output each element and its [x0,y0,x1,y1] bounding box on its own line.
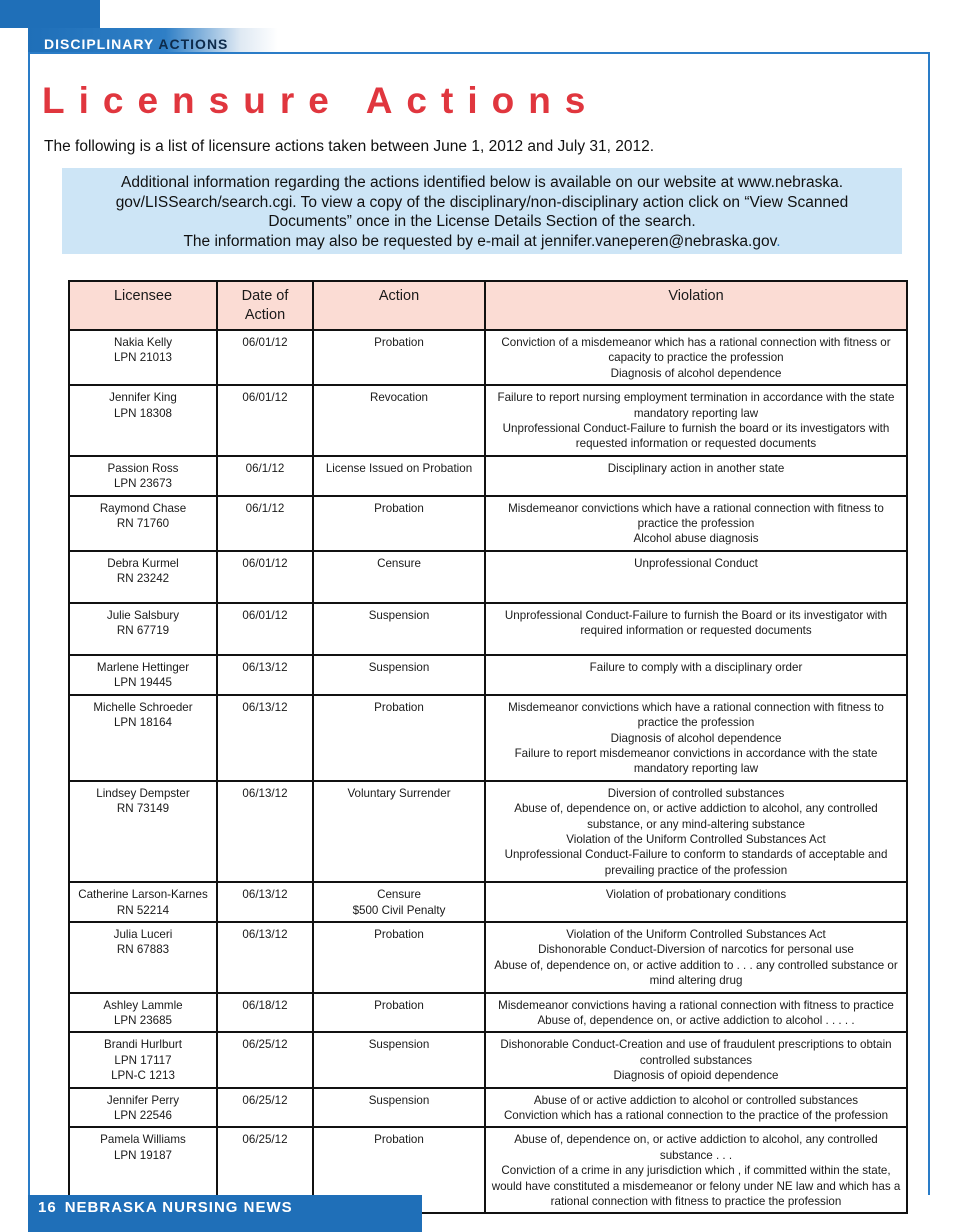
date-cell [217,603,313,655]
licensee-cell [69,330,217,385]
action-cell [313,1032,485,1087]
violation-cell-line: Conviction which has a rational connection to the practice of the profession [503,1109,889,1123]
date-cell [217,695,313,781]
date-cell-line: 06/13/12 [242,927,288,941]
table-row [69,603,907,655]
date-cell [217,1088,313,1128]
section-label-part1: DISCIPLINARY [44,36,155,52]
licensee-cell-line: Debra Kurmel [107,556,179,570]
date-cell [217,882,313,922]
licensee-cell-line: RN 67883 [116,943,170,957]
violation-cell [485,385,907,456]
violation-cell-line: Conviction of a misdemeanor which has a rational connection with fitness or capacity to practice the profession [501,336,891,365]
date-cell-line: 06/13/12 [242,700,288,714]
date-cell-line: 06/01/12 [242,336,288,349]
date-cell-line: 06/25/12 [242,1133,288,1147]
licensee-cell-line: Marlene Hettinger [96,660,190,674]
violation-cell-line: Unprofessional Conduct-Failure to furnish the board or its investigators with requested information or requested documents [502,422,890,451]
info-line [70,232,894,252]
violation-cell-line: Diagnosis of opioid dependence [613,1069,779,1083]
licensee-cell-line: LPN 23673 [113,477,172,491]
licensure-table-wrapper [68,280,906,1214]
info-line: gov/LISSearch/search.cgi. To view a copy of the disciplinary/non-disciplinary action click on “View Scanned [115,193,849,211]
table-row [69,781,907,882]
licensee-cell [69,781,217,882]
licensee-cell-line: Catherine Larson-Karnes [78,888,208,902]
licensee-cell-line: RN 23242 [116,572,170,586]
action-cell-line: Probation [374,927,424,941]
licensee-cell-line: Jennifer Perry [106,1093,180,1107]
licensee-cell [69,882,217,922]
column-header-date: Date of Action [217,281,313,330]
column-header-violation: Violation [485,281,907,330]
licensee-cell-line: Julie Salsbury [106,608,180,622]
date-cell [217,655,313,695]
header-color-block [0,0,100,28]
violation-cell-line: Misdemeanor convictions having a rational connection with fitness to practice [498,998,894,1012]
violation-cell-line: Abuse of, dependence on, or active addition to . . . any controlled substance or mind altering drug [494,958,898,988]
licensee-cell-line: Brandi Hurlburt [104,1038,182,1052]
date-cell-line: 06/01/12 [242,608,288,622]
section-label [44,36,228,52]
page-number: 16 [38,1199,57,1216]
date-cell-line: 06/25/12 [242,1038,288,1052]
action-cell-line: Probation [374,336,424,349]
action-cell [313,496,485,551]
licensee-cell [69,551,217,603]
date-cell [217,456,313,496]
violation-cell [485,1032,907,1087]
licensure-actions-table [68,280,908,1214]
violation-cell-line: Violation of the Uniform Controlled Substances Act [566,927,826,941]
violation-cell [485,922,907,993]
violation-cell-line: Unprofessional Conduct-Failure to conform to standards of acceptable and prevailing practice of the profession [504,848,888,877]
licensee-cell-line: Raymond Chase [99,501,187,515]
action-cell-line: Probation [374,501,424,515]
licensee-cell-line: RN 73149 [116,802,170,816]
violation-cell [485,456,907,496]
violation-cell [485,993,907,1033]
violation-cell [485,882,907,922]
date-cell-line: 06/13/12 [242,888,288,902]
action-cell-line: Censure [377,888,421,902]
violation-cell-line: Abuse of or active addiction to alcohol or controlled substances [533,1093,859,1107]
date-cell-line: 06/13/12 [242,786,288,800]
licensee-cell [69,695,217,781]
info-line-end: . [776,232,781,250]
licensee-cell-line: LPN 23685 [113,1014,172,1027]
action-cell-line: Probation [374,700,424,714]
action-cell [313,882,485,922]
violation-cell [485,551,907,603]
licensee-cell-line: Julia Luceri [113,927,173,941]
licensee-cell [69,655,217,695]
action-cell-line: Suspension [368,660,430,674]
licensee-cell [69,1088,217,1128]
licensee-cell [69,385,217,456]
licensee-cell [69,1032,217,1087]
intro-text: The following is a list of licensure actions taken between June 1, 2012 and July 31, 2012. [44,138,655,155]
table-row [69,551,907,603]
licensee-cell [69,993,217,1033]
licensee-cell-line: LPN 19187 [113,1148,172,1162]
table-header-row [69,281,907,330]
violation-cell-line: Abuse of, dependence on, or active addiction to alcohol, any controlled substance, or any mind-altering substance [514,802,878,831]
violation-cell [485,781,907,882]
action-cell [313,456,485,496]
violation-cell [485,496,907,551]
licensee-cell-line: LPN 17117 [114,1053,172,1067]
violation-cell [485,330,907,385]
section-label-part2: ACTIONS [158,36,229,52]
violation-cell-line: Unprofessional Conduct [634,556,758,570]
date-cell [217,993,313,1033]
column-header-action: Action [313,281,485,330]
table-row [69,385,907,456]
date-cell [217,330,313,385]
licensee-cell-line: LPN 22546 [113,1109,172,1123]
action-cell [313,993,485,1033]
action-cell-line: Suspension [368,1038,430,1052]
date-cell [217,1032,313,1087]
licensee-cell-line: Lindsey Dempster [96,786,190,800]
table-row [69,922,907,993]
licensee-cell-line: Jennifer King [109,391,177,405]
violation-cell [485,1088,907,1128]
action-cell-line: Suspension [368,608,430,622]
violation-cell-line: Alcohol abuse diagnosis [633,532,759,546]
table-row [69,993,907,1033]
violation-cell [485,603,907,655]
action-cell [313,385,485,456]
violation-cell-line: Disciplinary action in another state [607,461,785,475]
date-cell [217,551,313,603]
table-row [69,496,907,551]
date-cell [217,496,313,551]
licensee-cell-line: LPN 19445 [113,676,172,690]
licensee-cell [69,603,217,655]
licensee-cell-line: Pamela Williams [100,1133,186,1147]
violation-cell-line: Failure to report misdemeanor convictions in accordance with the state mandatory reporting law [514,746,878,776]
action-cell [313,603,485,655]
table-row [69,655,907,695]
violation-cell-line: Violation of the Uniform Controlled Substances Act [566,832,826,846]
violation-cell-line: Violation of probationary conditions [605,888,787,902]
violation-cell-line: Abuse of, dependence on, or active addiction to alcohol . . . . . [537,1014,855,1027]
licensee-cell-line: LPN 21013 [113,351,172,365]
violation-cell [485,695,907,781]
licensee-cell-line: LPN 18164 [113,716,172,730]
violation-cell-line: Conviction of a crime in any jurisdiction which , if committed within the state, would have constituted a misdemeanor or felony under NE law and which has a rational connection with fitness to practice the profession [491,1164,901,1209]
action-cell [313,330,485,385]
violation-cell-line: Diversion of controlled substances [607,786,785,800]
violation-cell-line: Dishonorable Conduct-Creation and use of fraudulent prescriptions to obtain controlled substances [500,1038,892,1067]
violation-cell-line: Misdemeanor convictions which have a rational connection with fitness to practice the profession [508,501,884,531]
action-cell [313,1088,485,1128]
table-row [69,695,907,781]
violation-cell-line: Abuse of, dependence on, or active addiction to alcohol, any controlled substance . . . [514,1133,878,1162]
publication-name: NEBRASKA NURSING NEWS [64,1199,293,1216]
table-row [69,1088,907,1128]
licensee-cell-line: RN 52214 [116,903,170,917]
violation-cell-line: Failure to report nursing employment termination in accordance with the state mandatory reporting law [497,391,895,420]
action-cell [313,551,485,603]
licensee-cell [69,456,217,496]
violation-cell-line: Diagnosis of alcohol dependence [610,366,782,380]
date-cell [217,781,313,882]
licensee-cell-line: RN 71760 [116,517,170,531]
table-row [69,456,907,496]
info-line: Documents” once in the License Details Section of the search. [268,213,696,230]
action-cell [313,655,485,695]
action-cell [313,781,485,882]
action-cell [313,695,485,781]
licensee-cell-line: LPN-C 1213 [111,1069,175,1083]
action-cell-line: Revocation [369,391,428,405]
action-cell-line: $500 Civil Penalty [352,903,446,917]
date-cell-line: 06/1/12 [245,461,285,475]
violation-cell [485,1127,907,1213]
violation-cell-line: Failure to comply with a disciplinary order [589,660,803,674]
violation-cell-line: Dishonorable Conduct-Diversion of narcotics for personal use [538,943,854,957]
licensee-cell [69,922,217,993]
date-cell-line: 06/25/12 [242,1093,288,1107]
licensee-cell-line: Michelle Schroeder [93,700,193,714]
info-line: Additional information regarding the actions identified below is available on our website at www.nebraska. [120,174,844,191]
table-row [69,1032,907,1087]
action-cell [313,922,485,993]
page-title: Licensure Actions [42,80,600,121]
licensee-cell-line: RN 67719 [116,624,170,638]
footer [38,1199,293,1217]
table-row [69,882,907,922]
info-email-text: The information may also be requested by e-mail at jennifer.vaneperen@nebraska.gov [183,232,777,250]
violation-cell-line: Misdemeanor convictions which have a rational connection with fitness to practice the profession [508,700,884,730]
date-cell-line: 06/01/12 [242,391,288,405]
date-cell [217,385,313,456]
date-cell-line: 06/13/12 [242,660,288,674]
licensee-cell-line: LPN 18308 [113,406,172,420]
licensee-cell-line: Ashley Lammle [103,998,183,1012]
date-cell [217,922,313,993]
licensee-cell-line: Passion Ross [107,461,179,475]
violation-cell [485,655,907,695]
date-cell-line: 06/18/12 [242,998,288,1012]
date-cell-line: 06/01/12 [242,556,288,570]
action-cell-line: Censure [377,556,421,570]
column-header-licensee: Licensee [69,281,217,330]
violation-cell-line: Diagnosis of alcohol dependence [610,731,782,745]
table-body [69,330,907,1213]
action-cell-line: Voluntary Surrender [347,786,451,800]
licensee-cell-line: Nakia Kelly [114,336,172,349]
info-box [62,168,902,254]
action-cell-line: Probation [374,998,424,1012]
action-cell-line: Probation [374,1133,424,1147]
action-cell-line: Suspension [368,1093,430,1107]
date-cell-line: 06/1/12 [245,501,285,515]
violation-cell-line: Unprofessional Conduct-Failure to furnish the Board or its investigator with required information or requested documents [504,608,888,638]
action-cell-line: License Issued on Probation [325,461,473,475]
licensee-cell [69,496,217,551]
table-row [69,330,907,385]
